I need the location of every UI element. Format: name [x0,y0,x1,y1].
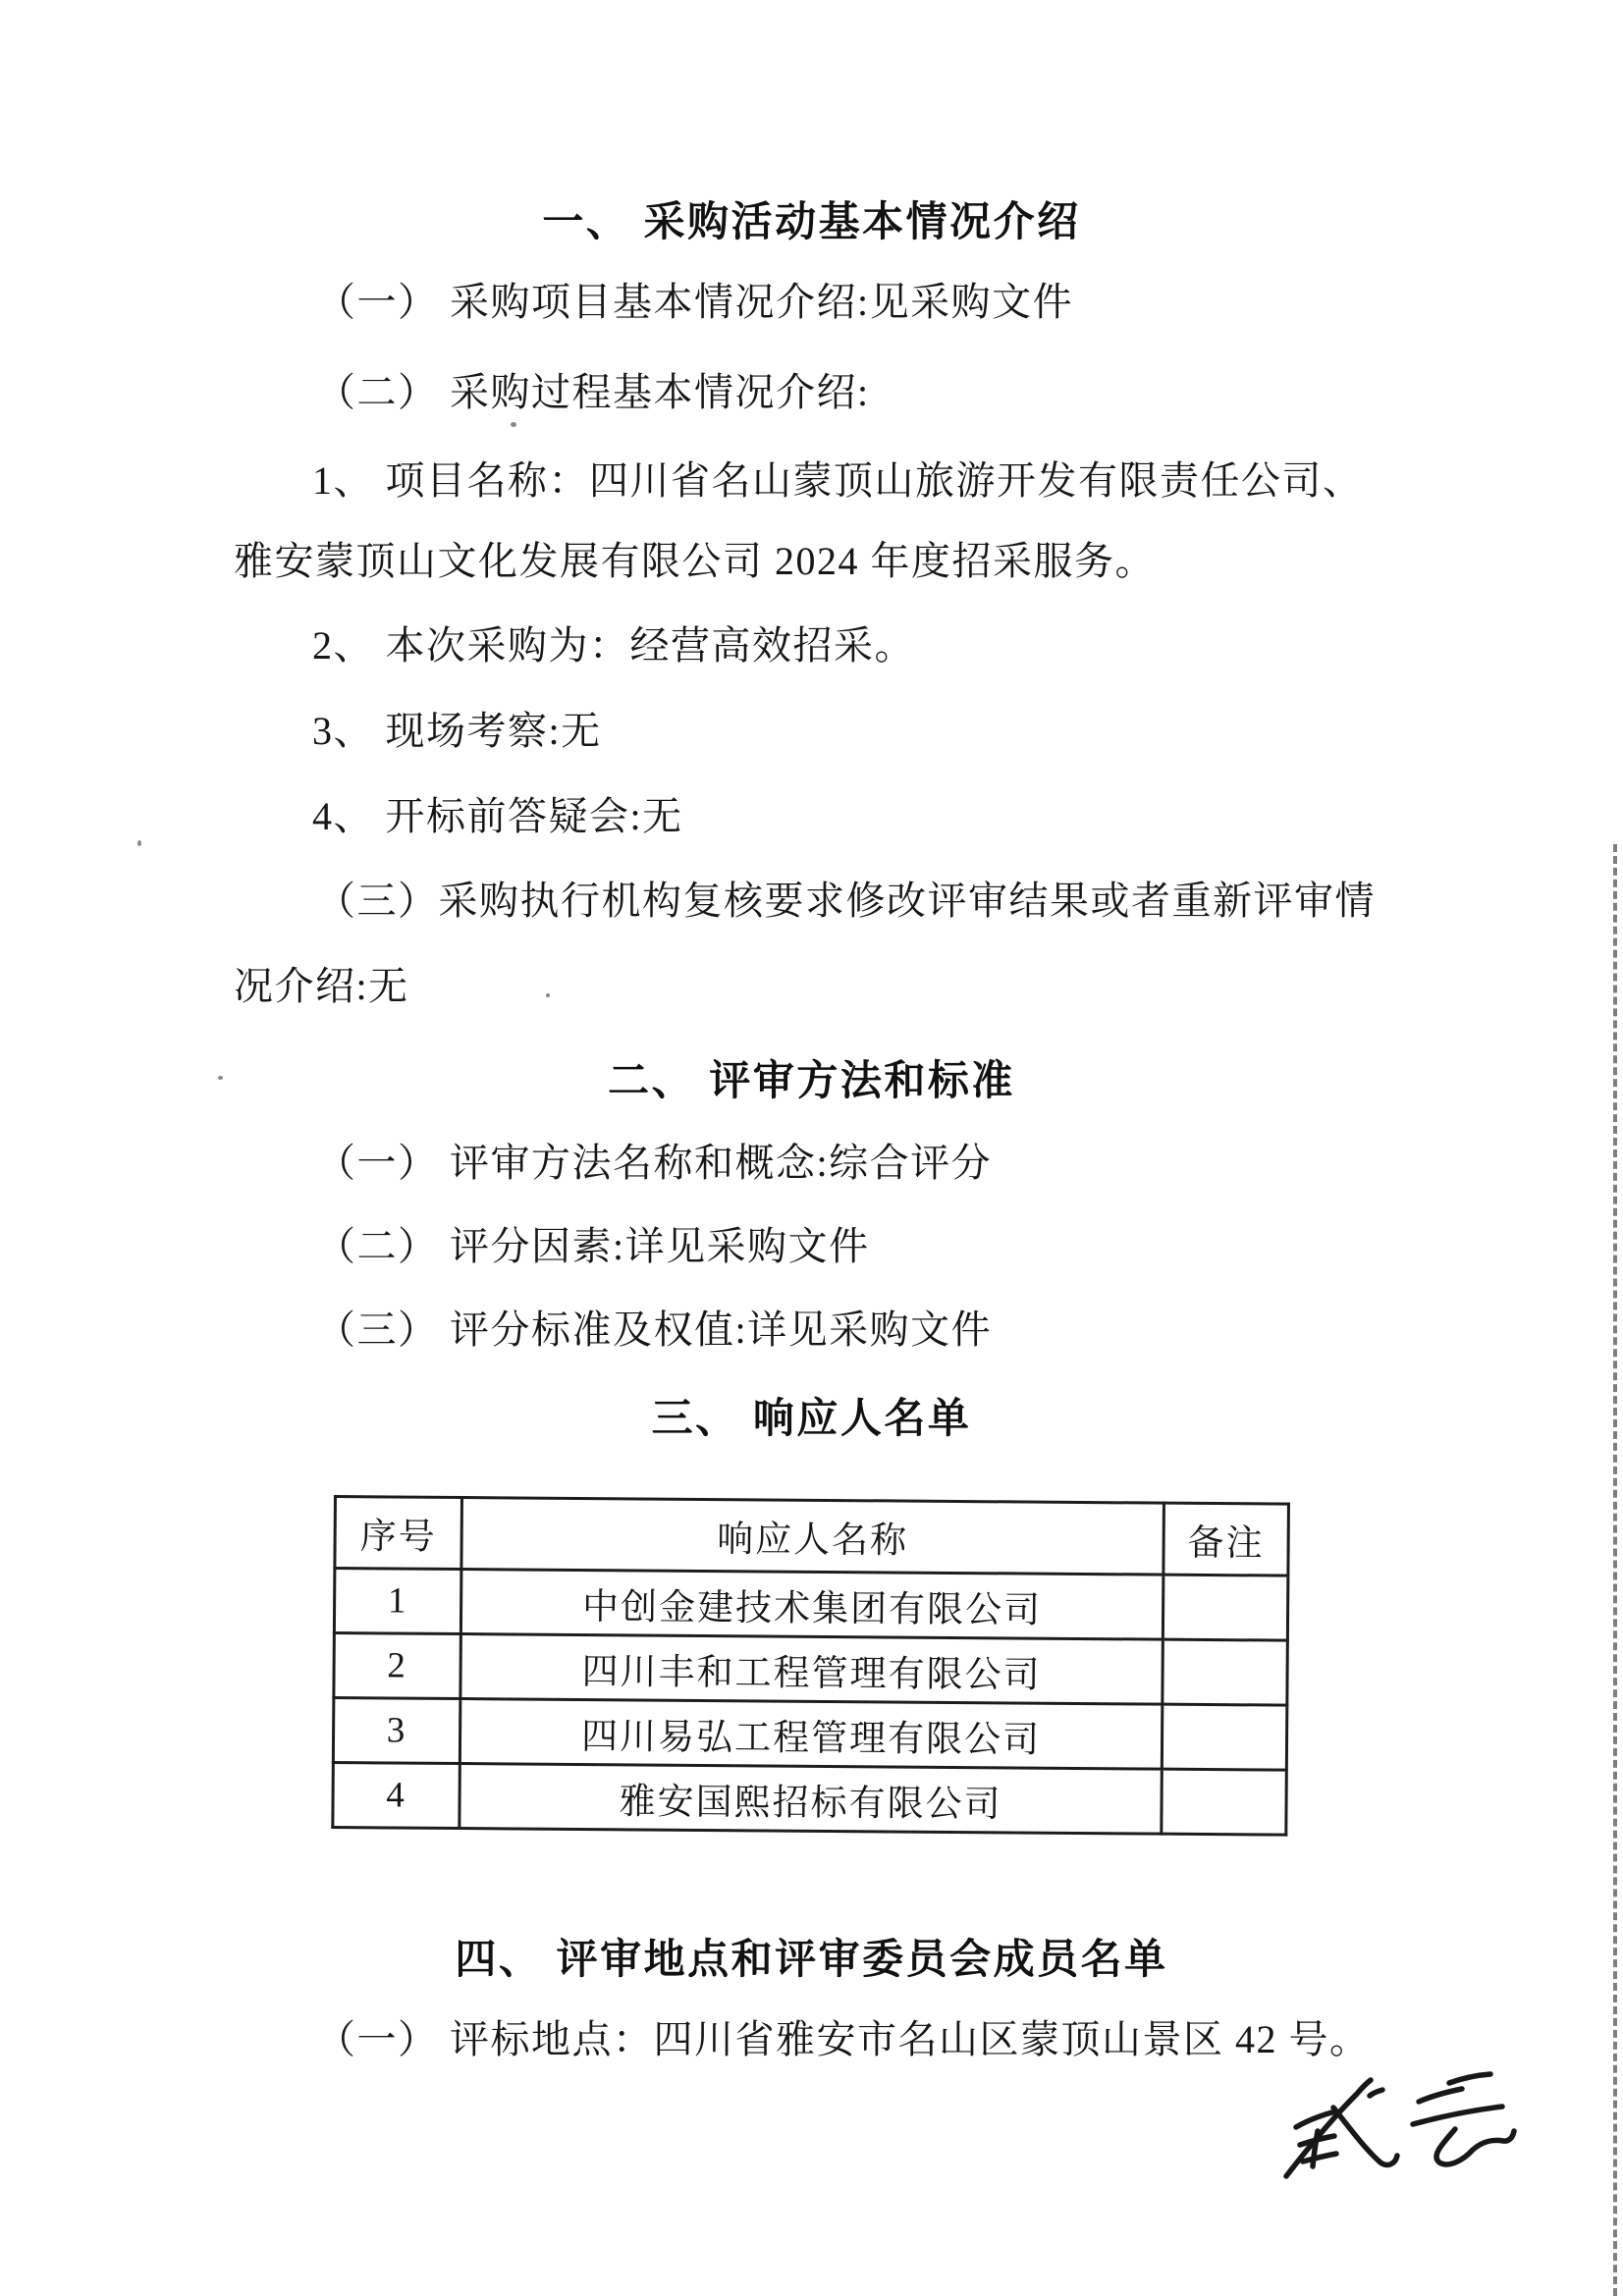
section2-item3: （三） 评分标准及权值:详见采购文件 [316,1308,993,1352]
table-header-row [335,1497,1289,1576]
row-no: 1 [334,1569,461,1634]
section1-item1: （一） 采购项目基本情况介绍:见采购文件 [316,280,1074,324]
row-no: 3 [333,1698,460,1764]
table-header-note: 备注 [1163,1503,1289,1575]
table-row [334,1569,1287,1641]
section1-point1-line1: 1、 项目名称：四川省名山蒙顶山旅游开发有限责任公司、 [312,458,1364,503]
row-name: 雅安国熙招标有限公司 [460,1764,1162,1835]
scan-speck [511,422,516,427]
table-header-name: 响应人名称 [461,1498,1164,1575]
row-no: 2 [334,1633,461,1699]
section4-item1: （一） 评标地点：四川省雅安市名山区蒙顶山景区 42 号。 [316,2017,1371,2061]
section4-title: 四、 评审地点和评审委员会成员名单 [455,1936,1168,1982]
row-no: 4 [333,1763,460,1829]
section1-point2: 2、 本次采购为：经营高效招采。 [312,623,915,667]
respondents-table [331,1495,1290,1837]
handwritten-signature-icon [1267,2056,1522,2189]
row-name: 四川丰和工程管理有限公司 [460,1634,1163,1705]
section1-item3-line2: 况介绍:无 [234,964,409,1008]
row-name: 四川易弘工程管理有限公司 [460,1699,1162,1770]
row-note [1163,1575,1288,1640]
section1-item2: （二） 采购过程基本情况介绍: [316,370,870,414]
table-row [333,1763,1286,1836]
scan-edge-artifact [1613,844,1617,2296]
row-name: 中创金建技术集团有限公司 [460,1570,1163,1640]
row-note [1163,1639,1288,1705]
section1-item3-line1: （三）采购执行机构复核要求修改评审结果或者重新评审情 [316,879,1376,923]
scan-speck [137,840,141,846]
section2-item1: （一） 评审方法名称和概念:综合评分 [316,1141,993,1185]
table-row [333,1698,1286,1771]
scan-speck [546,993,550,997]
row-note [1162,1704,1287,1770]
section1-point4: 4、 开标前答疑会:无 [312,794,683,838]
scan-speck [218,1076,223,1080]
section2-item2: （二） 评分因素:详见采购文件 [316,1224,870,1268]
row-note [1162,1769,1287,1835]
section1-title: 一、 采购活动基本情况介绍 [542,198,1081,244]
section1-point1-line2: 雅安蒙顶山文化发展有限公司 2024 年度招采服务。 [234,539,1156,583]
table-header-no: 序号 [335,1497,462,1570]
section2-title: 二、 评审方法和标准 [608,1057,1015,1103]
table-row [334,1633,1287,1706]
section3-title: 三、 响应人名单 [651,1395,972,1441]
section1-point3: 3、 现场考察:无 [312,709,602,753]
